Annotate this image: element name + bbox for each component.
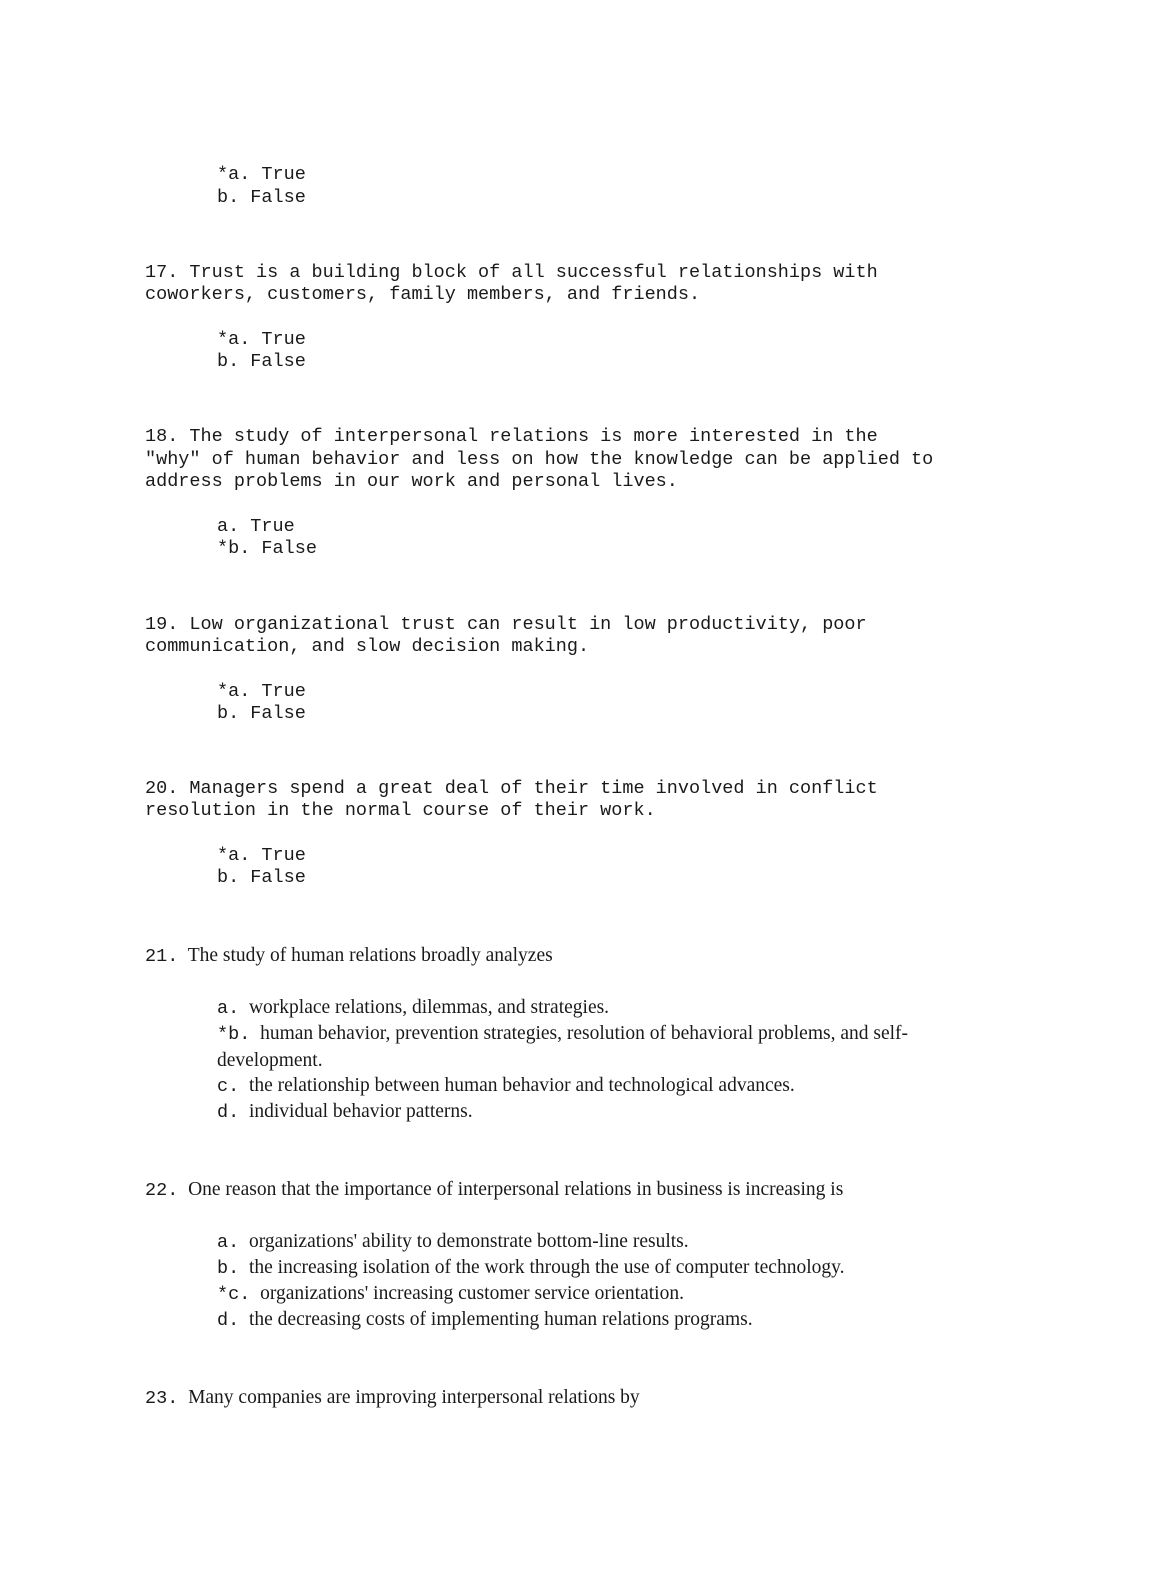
question-21-stem xyxy=(145,943,1015,970)
question-21-option-a xyxy=(217,995,1007,1022)
question-19-option-a: *a. True xyxy=(217,681,306,702)
question-22-number: 22. xyxy=(145,1180,179,1201)
question-19-option-b: b. False xyxy=(217,703,306,724)
question-21-option-d xyxy=(217,1099,1007,1126)
question-18-line-2: "why" of human behavior and less on how the knowledge can be applied to xyxy=(145,449,934,470)
question-17-line-2: coworkers, customers, family members, and friends. xyxy=(145,284,701,305)
question-22-option-c xyxy=(217,1281,1007,1308)
option-letter: a. xyxy=(217,998,240,1019)
question-22-option-a xyxy=(217,1229,1007,1256)
option-text: the relationship between human behavior and technological advances. xyxy=(248,1075,795,1096)
question-20-option-b: b. False xyxy=(217,867,306,888)
question-18-line-1: 18. The study of interpersonal relations is more interested in the xyxy=(145,426,878,447)
question-21-text: The study of human relations broadly analyzes xyxy=(187,945,553,966)
question-22-stem xyxy=(145,1177,1015,1204)
question-17-option-b: b. False xyxy=(217,351,306,372)
question-19-line-1: 19. Low organizational trust can result in low productivity, poor xyxy=(145,614,867,635)
option-letter: *b. xyxy=(217,1024,251,1045)
question-22-option-d xyxy=(217,1307,1007,1334)
question-23-stem xyxy=(145,1385,1015,1412)
question-18-option-a: a. True xyxy=(217,516,295,537)
option-text: individual behavior patterns. xyxy=(248,1101,473,1122)
question-22-text: One reason that the importance of interpersonal relations in business is increasing is xyxy=(188,1179,844,1200)
question-20-option-a: *a. True xyxy=(217,845,306,866)
option-text: workplace relations, dilemmas, and strategies. xyxy=(248,997,610,1018)
option-text: organizations' increasing customer service orientation. xyxy=(260,1283,684,1304)
question-18-line-3: address problems in our work and personal lives. xyxy=(145,471,678,492)
option-text: human behavior, prevention strategies, resolution of behavioral problems, and self-development. xyxy=(217,1023,909,1071)
question-20-line-1: 20. Managers spend a great deal of their time involved in conflict xyxy=(145,778,878,799)
question-21-option-b xyxy=(217,1021,1007,1074)
question-21-option-c xyxy=(217,1073,1007,1100)
question-20-line-2: resolution in the normal course of their work. xyxy=(145,800,656,821)
question-17-line-1: 17. Trust is a building block of all successful relationships with xyxy=(145,262,878,283)
option-letter: d. xyxy=(217,1102,240,1123)
question-23-number: 23. xyxy=(145,1388,179,1409)
option-letter: c. xyxy=(217,1076,240,1097)
question-23-text: Many companies are improving interpersonal relations by xyxy=(188,1387,640,1408)
prev-option-a: *a. True xyxy=(217,164,306,185)
question-19-line-2: communication, and slow decision making. xyxy=(145,636,590,657)
option-letter: a. xyxy=(217,1232,240,1253)
option-letter: *c. xyxy=(217,1284,251,1305)
option-letter: b. xyxy=(217,1258,240,1279)
question-17-option-a: *a. True xyxy=(217,329,306,350)
option-text: organizations' ability to demonstrate bottom-line results. xyxy=(248,1231,689,1252)
option-letter: d. xyxy=(217,1310,240,1331)
prev-option-b: b. False xyxy=(217,187,306,208)
option-text: the decreasing costs of implementing human relations programs. xyxy=(248,1309,753,1330)
question-18-option-b: *b. False xyxy=(217,538,317,559)
question-22-option-b xyxy=(217,1255,1007,1282)
option-text: the increasing isolation of the work through the use of computer technology. xyxy=(248,1257,845,1278)
question-21-number: 21. xyxy=(145,946,179,967)
